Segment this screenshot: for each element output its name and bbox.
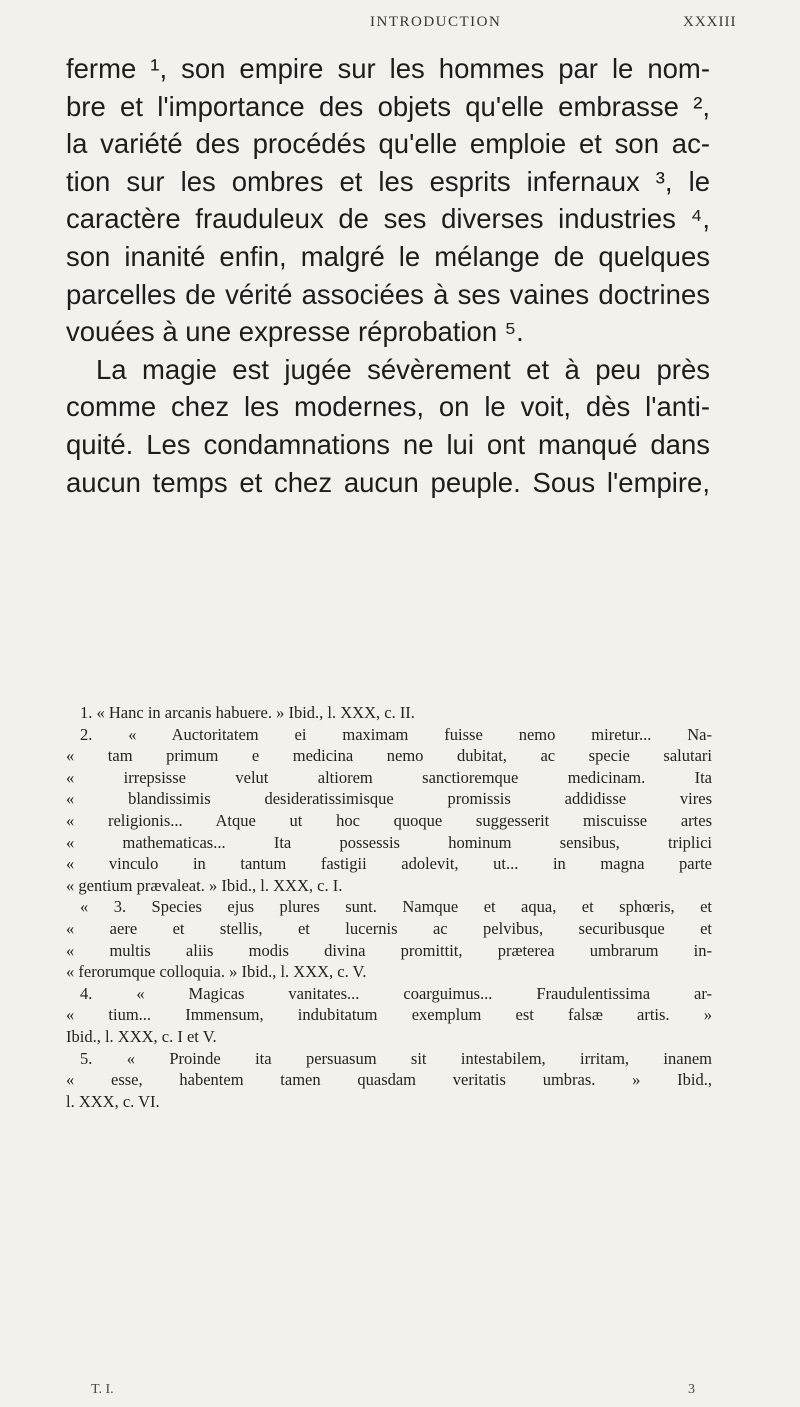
body-line: la variété des procédés qu'elle emploie et son ac- <box>66 128 710 160</box>
body-line: bre et l'importance des objets qu'elle embrasse ², <box>66 90 710 122</box>
footnote-line: « irrepsisse velut altiorem sanctioremque medicinam. Ita <box>66 767 712 787</box>
footnote-text: 5. « Proinde ita persuasum sit intestabilem, irritam, inanem <box>80 1048 712 1068</box>
body-text <box>66 50 710 501</box>
footnote-line: Ibid., l. XXX, c. I et V. <box>66 1026 217 1046</box>
footnote-line: « religionis... Atque ut hoc quoque suggesserit miscuisse artes <box>66 810 712 830</box>
signature-volume: T. I. <box>91 1382 114 1397</box>
footnote-line: « multis aliis modis divina promittit, præterea umbrarum in- <box>66 940 712 960</box>
footnote-text: 2. « Auctoritatem ei maximam fuisse nemo miretur... Na- <box>80 724 712 744</box>
footnote-line: « vinculo in tantum fastigii adolevit, ut... in magna parte <box>66 854 712 874</box>
footnote-line-indented <box>66 724 712 746</box>
footnote-line: « gentium prævaleat. » Ibid., l. XXX, c. I. <box>66 875 343 895</box>
footnotes <box>66 702 712 1112</box>
footnote-text: « 3. Species ejus plures sunt. Namque et aqua, et sphœris, et <box>80 897 712 917</box>
page-number: XXXIII <box>683 14 737 30</box>
footnote-line: « aere et stellis, et lucernis ac pelvibus, securibusque et <box>66 918 712 938</box>
footnote-line-indented <box>66 983 712 1005</box>
printer-signature <box>0 1382 800 1402</box>
footnote-line: « tium... Immensum, indubitatum exemplum est falsæ artis. » <box>66 1005 712 1025</box>
footnote-line-indented <box>66 702 712 724</box>
footnote-text: 1. « Hanc in arcanis habuere. » Ibid., l. XXX, c. II. <box>80 703 415 722</box>
footnote-line: « mathematicas... Ita possessis hominum sensibus, triplici <box>66 832 712 852</box>
body-line-text: La magie est jugée sévèrement et à peu près <box>96 353 710 385</box>
footnote-line: « esse, habentem tamen quasdam veritatis umbras. » Ibid., <box>66 1070 712 1090</box>
body-line: son inanité enfin, malgré le mélange de quelques <box>66 240 710 272</box>
signature-mark: 3 <box>688 1382 695 1397</box>
body-line: ferme ¹, son empire sur les hommes par le nom- <box>66 53 710 84</box>
body-line: tion sur les ombres et les esprits infernaux ³, le <box>66 165 710 197</box>
body-line: caractère frauduleux de ses diverses industries ⁴, <box>66 203 710 235</box>
footnote-line: l. XXX, c. VI. <box>66 1091 160 1111</box>
page-header <box>0 14 800 44</box>
footnote-text: 4. « Magicas vanitates... coarguimus... Fraudulentissima ar- <box>80 983 712 1003</box>
body-line-indented <box>66 351 710 389</box>
body-line: vouées à une expresse réprobation ⁵. <box>66 316 524 348</box>
body-line: aucun temps et chez aucun peuple. Sous l'empire, <box>66 466 710 498</box>
body-line: comme chez les modernes, on le voit, dès l'anti- <box>66 391 710 423</box>
footnote-line-indented <box>66 896 712 918</box>
footnote-line-indented <box>66 1048 712 1070</box>
footnote-line: « tam primum e medicina nemo dubitat, ac specie salutari <box>66 746 712 766</box>
footnote-line: « blandissimis desideratissimisque promissis addidisse vires <box>66 789 712 809</box>
running-title: INTRODUCTION <box>370 14 502 30</box>
body-line: parcelles de vérité associées à ses vaines doctrines <box>66 278 710 310</box>
body-line: quité. Les condamnations ne lui ont manqué dans <box>66 428 710 460</box>
footnote-line: « ferorumque colloquia. » Ibid., l. XXX, c. V. <box>66 962 367 982</box>
